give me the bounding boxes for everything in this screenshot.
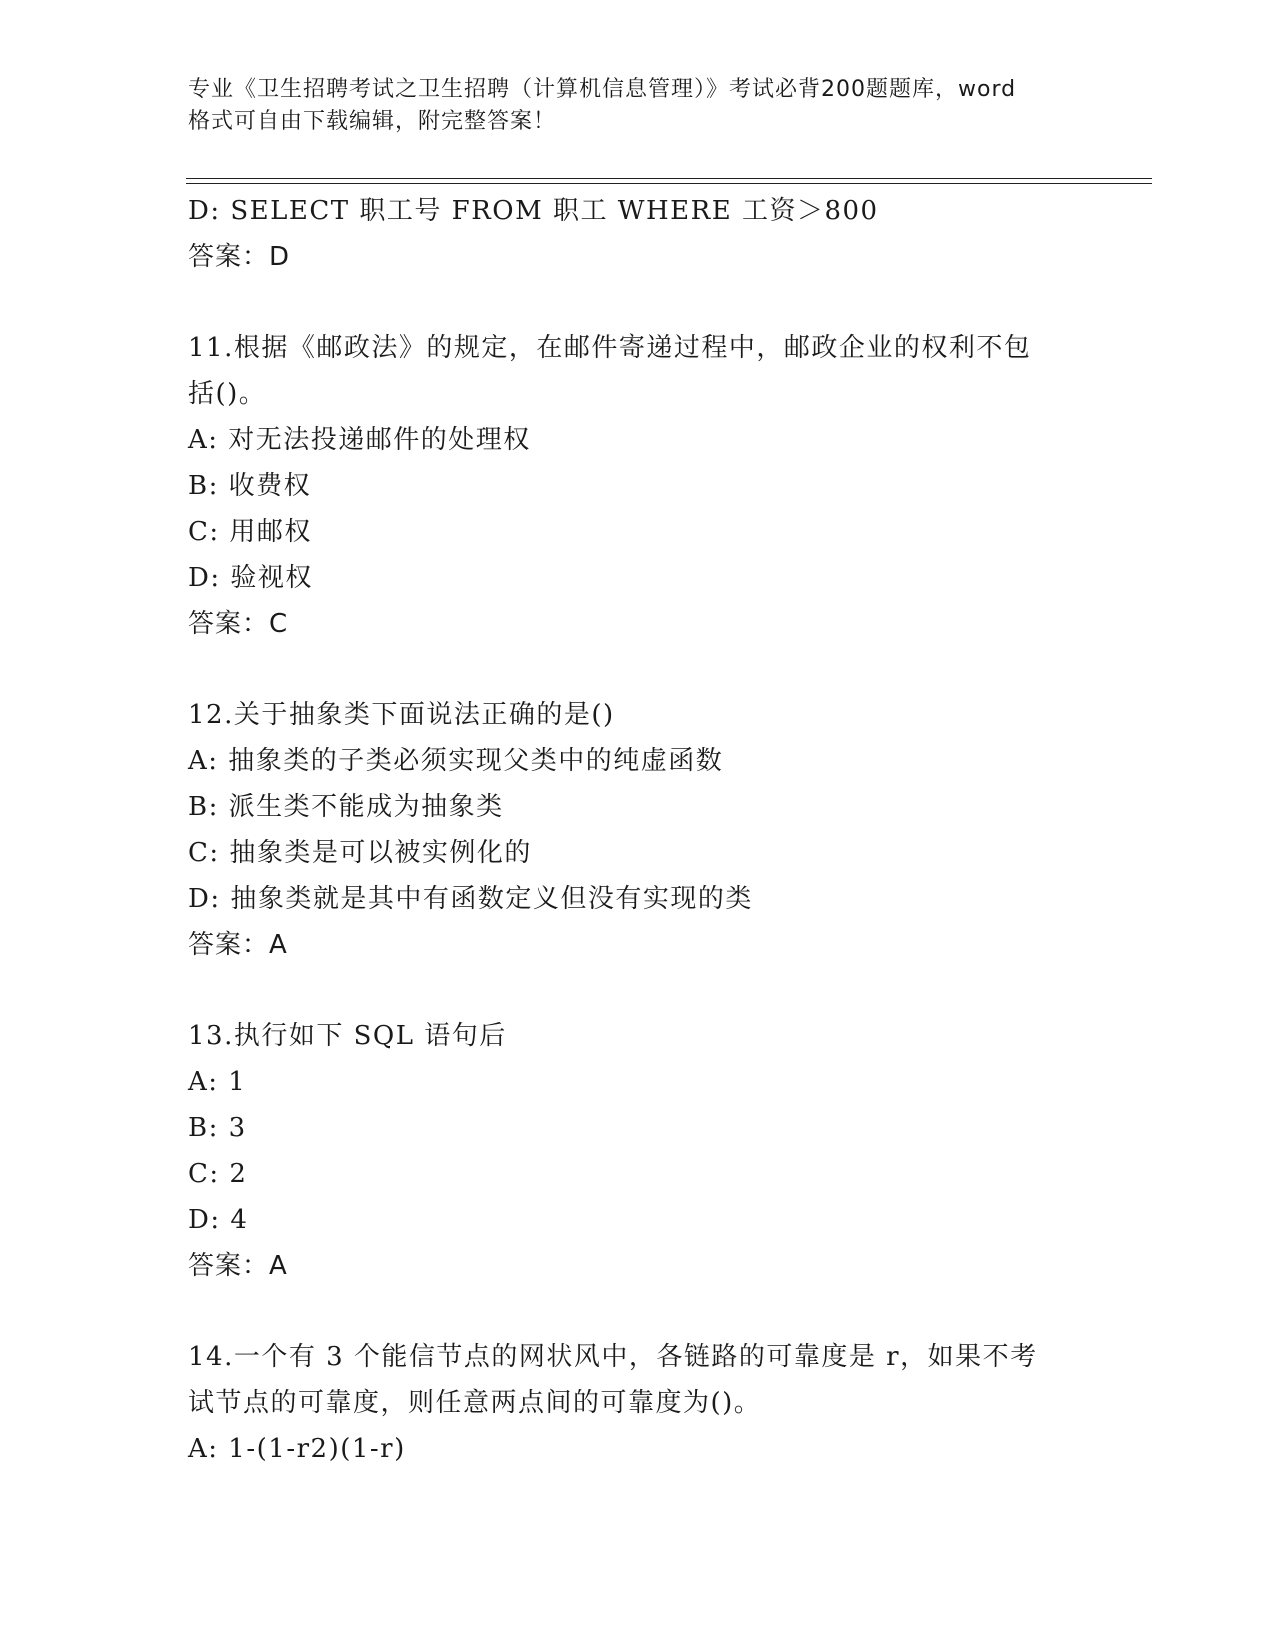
header-title-line-2: 格式可自由下载编辑，附完整答案！ — [188, 109, 557, 134]
question-stem-line-1: 12.关于抽象类下面说法正确的是() — [188, 700, 615, 730]
question-stem-line-2: 括()。 — [188, 379, 267, 409]
option-d: D: SELECT 职工号 FROM 职工 WHERE 工资＞800 — [188, 196, 879, 226]
option-c: C: 2 — [188, 1159, 248, 1189]
option-b: B: 3 — [188, 1113, 247, 1143]
spacer — [188, 647, 1088, 692]
option-d: D: 4 — [188, 1205, 249, 1235]
option-d: D: 抽象类就是其中有函数定义但没有实现的类 — [188, 884, 753, 914]
option-d: D: 验视权 — [188, 563, 313, 593]
question-stem-line-2: 试节点的可靠度，则任意两点间的可靠度为()。 — [188, 1388, 762, 1418]
spacer — [188, 1289, 1088, 1334]
spacer — [188, 968, 1088, 1013]
option-a: A: 抽象类的子类必须实现父类中的纯虚函数 — [188, 746, 724, 776]
header-divider-bottom — [186, 183, 1152, 184]
option-c: C: 抽象类是可以被实例化的 — [188, 838, 532, 868]
answer-label: 答案：A — [188, 1251, 288, 1281]
question-stem-line-1: 14.一个有 3 个能信节点的网状风中，各链路的可靠度是 r，如果不考 — [188, 1342, 1038, 1372]
answer-label: 答案：C — [188, 609, 289, 639]
question-14 — [188, 1334, 1088, 1472]
question-12 — [188, 692, 1088, 968]
question-10-tail — [188, 188, 1088, 280]
option-a: A: 1 — [188, 1067, 247, 1097]
question-stem-line-1: 13.执行如下 SQL 语句后 — [188, 1021, 507, 1051]
option-a: A: 对无法投递邮件的处理权 — [188, 425, 531, 455]
answer-label: 答案：A — [188, 930, 288, 960]
document-header — [188, 74, 1088, 138]
question-11 — [188, 325, 1088, 647]
header-divider-top — [186, 178, 1152, 179]
question-13 — [188, 1013, 1088, 1289]
question-stem-line-1: 11.根据《邮政法》的规定，在邮件寄递过程中，邮政企业的权利不包 — [188, 333, 1032, 363]
option-b: B: 收费权 — [188, 471, 312, 501]
header-title-line-1: 专业《卫生招聘考试之卫生招聘（计算机信息管理）》考试必背200题题库，word — [188, 77, 1017, 102]
option-b: B: 派生类不能成为抽象类 — [188, 792, 504, 822]
option-c: C: 用邮权 — [188, 517, 312, 547]
option-a: A: 1-(1-r2)(1-r) — [188, 1434, 406, 1464]
spacer — [188, 280, 1088, 325]
answer-label: 答案：D — [188, 242, 291, 272]
question-list — [188, 188, 1088, 1472]
